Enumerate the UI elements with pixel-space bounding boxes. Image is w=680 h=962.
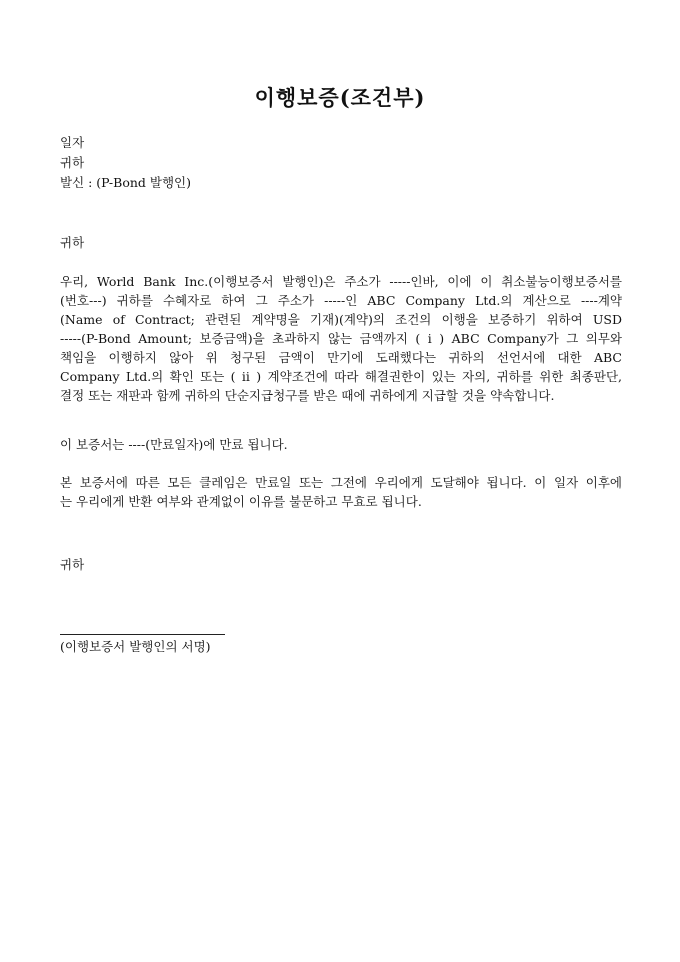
sender-label: 발신 : (P-Bond 발행인)	[60, 175, 191, 190]
body-line: 우리, World Bank Inc.(이행보증서 발행인)은 주소가 -----인바, 이에 이 취소불능이행보증서를	[60, 274, 622, 289]
signature-caption: (이행보증서 발행인의 서명)	[60, 639, 211, 654]
expiry-sentence: 이 보증서는 ----(만료일자)에 만료 됩니다.	[60, 437, 288, 452]
body-line: -----(P-Bond Amount; 보증금액)을 초과하지 않는 금액까지 ( i ) ABC Company가 그 의무와	[60, 331, 622, 346]
body-line: (번호---) 귀하를 수혜자로 하여 그 주소가 -----인 ABC Company Ltd.의 계산으로 ----계약	[60, 293, 622, 308]
document-title: 이행보증(조건부)	[254, 85, 426, 110]
claims-paragraph	[60, 473, 622, 511]
recipient-label: 귀하	[60, 155, 85, 170]
claims-line: 본 보증서에 따른 모든 클레임은 만료일 또는 그전에 우리에게 도달해야 됩니다. 이 일자 이후에	[60, 475, 622, 490]
body-line: 책임을 이행하지 않아 위 청구된 금액이 만기에 도래했다는 귀하의 선언서에 대한 ABC	[60, 350, 622, 365]
signature-line	[60, 634, 225, 635]
body-paragraph	[60, 272, 622, 405]
date-label: 일자	[60, 135, 85, 150]
body-line: (Name of Contract; 관련된 계약명을 기재)(계약)의 조건의 이행을 보증하기 위하여 USD	[60, 312, 622, 327]
closing-salutation: 귀하	[60, 557, 85, 572]
claims-line: 는 우리에게 반환 여부와 관계없이 이유를 불문하고 무효로 됩니다.	[60, 494, 422, 509]
body-line: Company Ltd.의 확인 또는 ( ii ) 계약조건에 따라 해결권한이 있는 자의, 귀하를 위한 최종판단,	[60, 369, 622, 384]
salutation: 귀하	[60, 235, 85, 250]
body-line: 결정 또는 재판과 함께 귀하의 단순지급청구를 받은 때에 귀하에게 지급할 것을 약속합니다.	[60, 388, 555, 403]
